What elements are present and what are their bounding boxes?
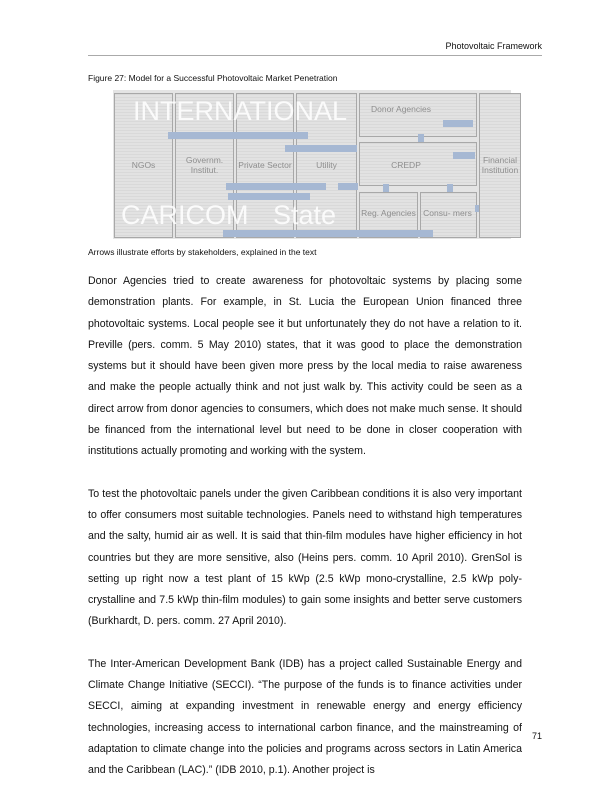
paragraph-2: To test the photovoltaic panels under the given Caribbean conditions it is also very important to offer consumers most suitable technologies. Panels need to withstand high temperatures and the salty, humid air as well. It is said that thin-film modules have higher efficiency in hot countries but they are more sensitive, also (Heins pers. comm. 10 April 2010). GrenSol is setting up right now a test plant of 15 kWp (2.5 kWp mono-crystalline, 2.5 kWp poly-crystalline and 7.5 kWp thin-film modules) to gain some insights and better serve customers (Burkhardt, D. pers. comm. 27 April 2010).: [88, 487, 522, 628]
box-reg-agencies: Reg. Agencies: [361, 207, 416, 218]
box-financial-institution: Financial Institution: [481, 154, 519, 175]
arrow: [383, 184, 389, 192]
stakeholder-diagram: [113, 90, 519, 239]
watermark-caricom: CARICOM: [121, 200, 249, 230]
paragraph-3: The Inter-American Development Bank (IDB) has a project called Sustainable Energy and Climate Change Initiative (SECCI). “The purpose of the funds is to finance activities under SECCI, aiming at expanding investment in renewable energy and energy efficiency technologies, increasing access to international carbon finance, and the mainstreaming of adaptation to climate change into the policies and programs across sectors in Latin America and the Caribbean (LAC).” (IDB 2010, p.1). Another project is: [88, 657, 522, 777]
box-credp: CREDP: [391, 159, 421, 170]
header-rule: [88, 55, 542, 56]
arrow: [168, 132, 308, 139]
figure-caption: Figure 27: Model for a Successful Photovoltaic Market Penetration: [88, 73, 338, 83]
figure-note: Arrows illustrate efforts by stakeholders, explained in the text: [88, 247, 317, 257]
arrow: [338, 183, 358, 190]
arrow: [447, 184, 453, 192]
box-donor-agencies: Donor Agencies: [370, 103, 431, 114]
box-ngos: NGOs: [131, 159, 156, 170]
arrow: [228, 193, 310, 200]
arrow: [475, 205, 479, 212]
paragraph-1: Donor Agencies tried to create awareness for photovoltaic systems by placing some demonstration plants. For example, in St. Lucia the European Union financed three photovoltaic systems. Local people see it but unfortunately they do not have a relation to it. Preville (pers. comm. 5 May 2010) states, that it was good to place the demonstration systems but it should have been given more press by the local media to raise awareness and make the people actually think and not just walk by. This activity could be seen as a direct arrow from donor agencies to consumers, which does not make much sense. It should be financed from the international level but need to be done in closer cooperation with institutions actually promoting and working with the system.: [88, 275, 522, 458]
watermark-international: INTERNATIONAL: [133, 96, 348, 126]
body-text: [88, 271, 522, 803]
arrow: [453, 152, 475, 159]
running-header: Photovoltaic Framework: [445, 41, 542, 51]
box-consumers: Consu- mers: [423, 207, 472, 218]
watermark-state: State: [273, 200, 337, 230]
box-private-sector: Private Sector: [238, 159, 292, 170]
arrow: [443, 120, 473, 127]
page-number: 71: [531, 731, 542, 741]
box-government: Governm. Institut.: [185, 154, 224, 175]
arrow: [226, 183, 326, 190]
arrow: [418, 134, 424, 142]
box-utility: Utility: [316, 159, 337, 170]
arrow: [223, 230, 433, 237]
